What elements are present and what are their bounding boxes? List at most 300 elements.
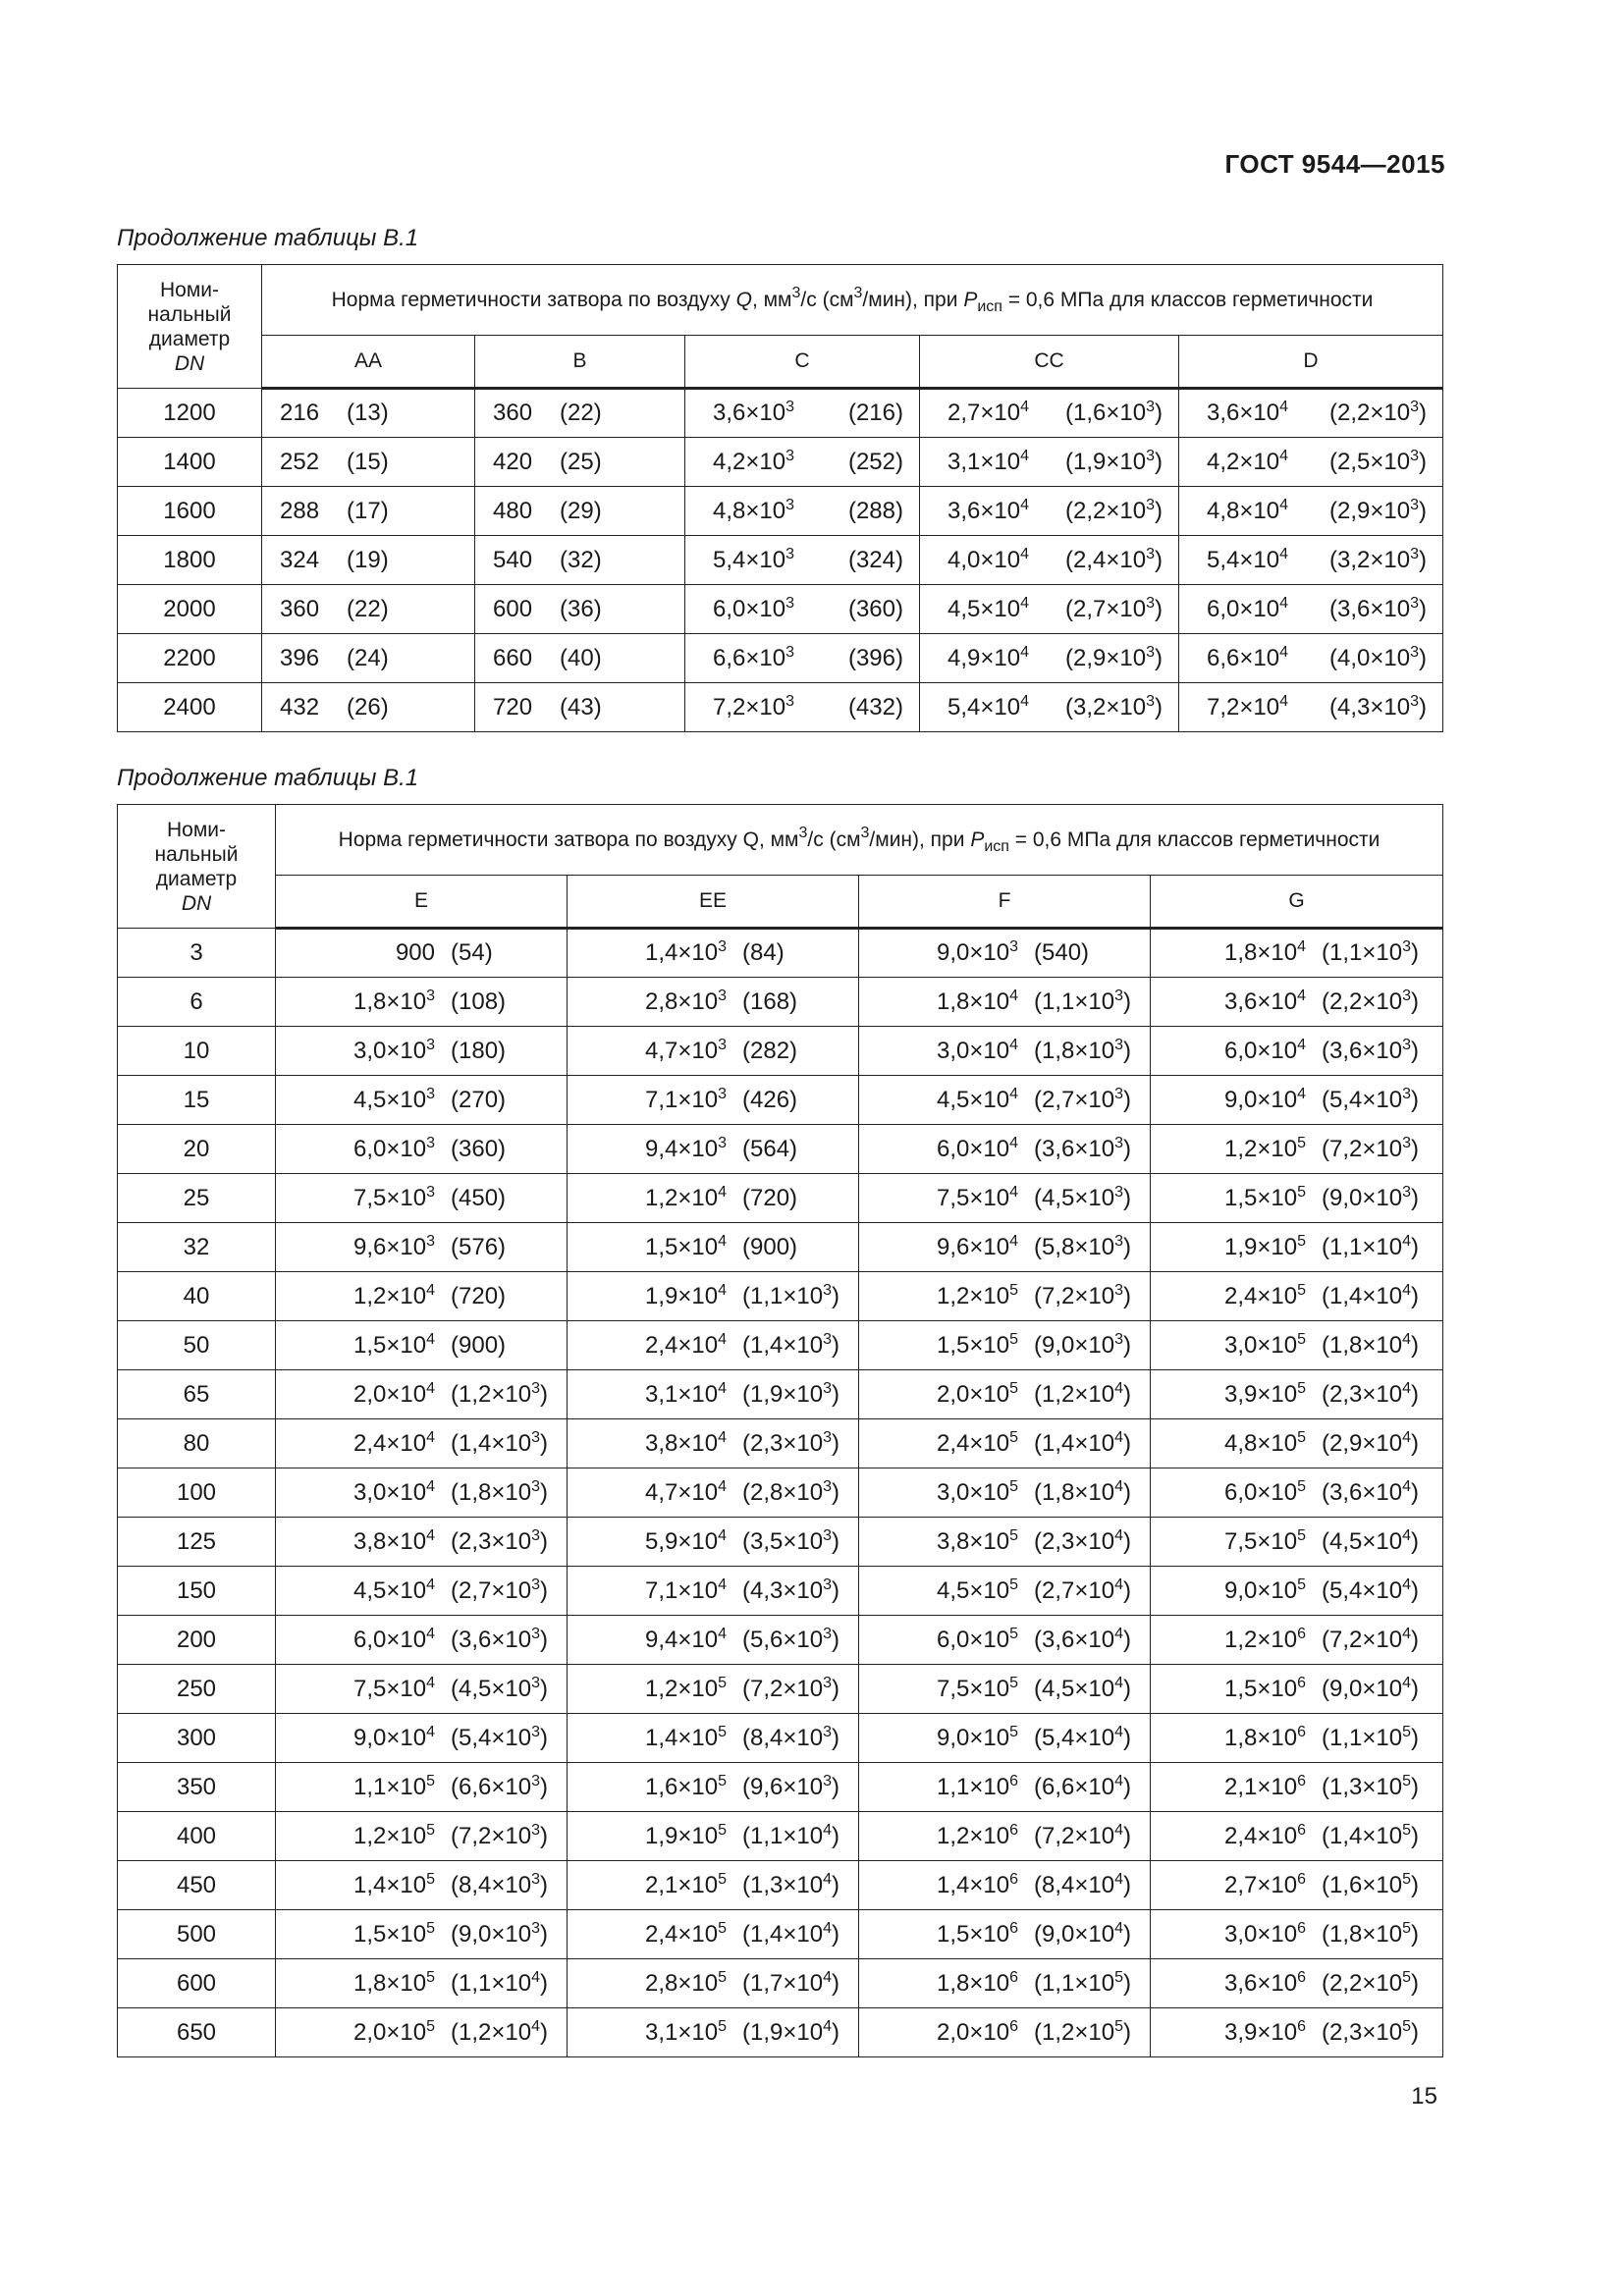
rate-mm3-per-s-mantissa: 2,0×10 — [937, 1380, 1010, 1408]
table-row — [118, 1468, 1443, 1518]
rate-cm3-per-min — [347, 498, 389, 525]
rate-cm3-per-min-close: ) — [831, 1724, 839, 1751]
table1-body — [118, 389, 1443, 732]
rate-cm3-per-min-mantissa: (1,4×10 — [1034, 1429, 1115, 1457]
rate-mm3-per-s-exponent: 5 — [1009, 1526, 1018, 1544]
rate-mm3-per-s-exponent: 4 — [1297, 938, 1306, 955]
rate-mm3-per-s — [319, 939, 435, 967]
rate-mm3-per-s-mantissa: 1,2×10 — [645, 1675, 719, 1702]
leak-rate-cell — [568, 1027, 859, 1076]
rate-cm3-per-min-exponent: 4 — [1402, 1232, 1411, 1250]
leak-rate-values — [475, 596, 684, 623]
rate-mm3-per-s-exponent: 3 — [718, 938, 727, 955]
rate-cm3-per-min-exponent: 3 — [1402, 1085, 1411, 1102]
leak-rate-values — [859, 988, 1150, 1016]
rate-cm3-per-min — [451, 1921, 548, 1949]
rate-mm3-per-s — [280, 400, 319, 427]
leak-rate-values — [1151, 1725, 1442, 1752]
rate-cm3-per-min-exponent: 4 — [1114, 1772, 1123, 1789]
rate-mm3-per-s-mantissa: 4,5×10 — [937, 1086, 1010, 1113]
rate-cm3-per-min — [560, 400, 602, 427]
rate-cm3-per-min-mantissa: (1,6×10 — [1065, 400, 1147, 426]
leak-rate-cell — [859, 1812, 1151, 1861]
leak-rate-values — [859, 1332, 1150, 1360]
rate-cm3-per-min-close: ) — [1410, 1920, 1419, 1948]
dn-cell: 32 — [118, 1223, 276, 1272]
rate-cm3-per-min — [742, 1479, 839, 1507]
dn-cell: 500 — [118, 1910, 276, 1959]
rate-cm3-per-min-mantissa: (5,8×10 — [1034, 1233, 1115, 1260]
rate-mm3-per-s-exponent: 5 — [1297, 1183, 1306, 1201]
rate-mm3-per-s — [902, 1430, 1018, 1458]
rate-mm3-per-s-mantissa: 3,6×10 — [1207, 400, 1280, 426]
rate-cm3-per-min — [347, 596, 389, 623]
leak-rate-values — [685, 694, 919, 721]
rate-cm3-per-min — [560, 596, 602, 623]
leak-rate-values — [276, 1234, 567, 1261]
leak-rate-cell — [920, 683, 1179, 732]
rate-cm3-per-min-close: ) — [1122, 1626, 1131, 1653]
leak-rate-cell — [276, 1370, 568, 1419]
leak-rate-values — [920, 596, 1178, 623]
rate-mm3-per-s-mantissa: 7,1×10 — [645, 1576, 719, 1604]
rate-cm3-per-min-exponent: 3 — [823, 1723, 832, 1740]
leak-rate-values — [1179, 449, 1442, 476]
leak-rate-values — [568, 1725, 858, 1752]
rate-cm3-per-min-close: ) — [1155, 497, 1163, 524]
rate-cm3-per-min-mantissa: (24) — [347, 644, 389, 671]
rate-mm3-per-s-exponent: 3 — [785, 643, 794, 661]
leak-rate-values — [685, 400, 919, 427]
rate-mm3-per-s-mantissa: 660 — [493, 644, 533, 671]
rate-cm3-per-min-mantissa: (1,3×10 — [742, 1871, 824, 1898]
rate-cm3-per-min-close: ) — [1410, 1871, 1419, 1898]
rate-mm3-per-s-exponent: 3 — [718, 987, 727, 1004]
rate-cm3-per-min-exponent: 4 — [823, 2017, 832, 2035]
dn-cell: 2200 — [118, 634, 262, 683]
rate-mm3-per-s-exponent: 5 — [718, 2017, 727, 2035]
leak-rate-values — [1151, 1430, 1442, 1458]
rate-cm3-per-min-exponent: 3 — [1410, 399, 1420, 415]
rate-cm3-per-min-mantissa: (84) — [742, 939, 785, 966]
rate-cm3-per-min-mantissa: (2,9×10 — [1065, 644, 1147, 671]
rate-mm3-per-s-mantissa: 900 — [395, 939, 435, 966]
rate-cm3-per-min-mantissa: (1,4×10 — [742, 1920, 824, 1948]
rate-cm3-per-min-exponent: 5 — [1402, 1723, 1411, 1740]
rate-cm3-per-min-mantissa: (1,2×10 — [1034, 1380, 1115, 1408]
rate-cm3-per-min-mantissa: (13) — [347, 400, 389, 426]
leak-rate-values — [276, 1185, 567, 1212]
rate-mm3-per-s — [493, 645, 532, 672]
leak-rate-values — [859, 1381, 1150, 1409]
leak-rate-cell — [276, 929, 568, 978]
rate-mm3-per-s — [319, 1430, 435, 1458]
rate-cm3-per-min-exponent: 5 — [1402, 2017, 1411, 2035]
leak-rate-cell — [1151, 1910, 1443, 1959]
rate-mm3-per-s — [319, 1381, 435, 1409]
rate-cm3-per-min-mantissa: (2,7×10 — [1065, 595, 1147, 622]
rate-mm3-per-s-mantissa: 4,0×10 — [947, 546, 1021, 573]
rate-cm3-per-min-exponent: 3 — [823, 1428, 832, 1446]
rate-cm3-per-min-mantissa: (180) — [451, 1037, 507, 1064]
rate-mm3-per-s — [1207, 449, 1288, 476]
leak-rate-cell — [1179, 389, 1443, 438]
dn-cell: 150 — [118, 1567, 276, 1616]
rate-mm3-per-s — [1207, 596, 1288, 623]
dn-cell: 25 — [118, 1174, 276, 1223]
rate-cm3-per-min — [1322, 1725, 1419, 1752]
rate-cm3-per-min-close: ) — [1410, 1233, 1419, 1260]
leak-rate-cell — [1151, 1223, 1443, 1272]
rate-mm3-per-s — [713, 498, 794, 525]
rate-mm3-per-s-mantissa: 7,2×10 — [713, 693, 786, 721]
rate-mm3-per-s-mantissa: 4,5×10 — [947, 595, 1021, 622]
rate-cm3-per-min-mantissa: (4,3×10 — [742, 1576, 824, 1604]
leak-rate-values — [859, 1283, 1150, 1310]
leak-rate-values — [920, 645, 1178, 672]
leak-rate-cell — [568, 978, 859, 1027]
rate-mm3-per-s-exponent: 6 — [1009, 1919, 1018, 1937]
rate-mm3-per-s — [713, 547, 794, 574]
rate-cm3-per-min-mantissa: (3,6×10 — [1034, 1626, 1115, 1653]
group-header-p-subscript: исп — [977, 297, 1002, 315]
rate-mm3-per-s-exponent: 5 — [718, 1870, 727, 1888]
leak-rate-values — [1151, 939, 1442, 967]
rate-cm3-per-min-exponent: 4 — [1402, 1477, 1411, 1495]
rate-cm3-per-min — [1034, 1921, 1131, 1949]
rate-cm3-per-min-close: ) — [1410, 1675, 1419, 1702]
leak-rate-values — [568, 1283, 858, 1310]
leak-rate-cell — [1179, 634, 1443, 683]
rate-mm3-per-s-mantissa: 2,8×10 — [645, 988, 719, 1015]
rate-mm3-per-s-exponent: 4 — [1020, 399, 1029, 415]
rate-cm3-per-min-exponent: 3 — [823, 1379, 832, 1397]
leak-rate-cell — [859, 1125, 1151, 1174]
leak-rate-values — [1151, 2019, 1442, 2047]
rate-mm3-per-s-mantissa: 7,5×10 — [937, 1675, 1010, 1702]
rate-cm3-per-min-mantissa: (9,0×10 — [1034, 1920, 1115, 1948]
rate-mm3-per-s — [319, 1283, 435, 1310]
rate-mm3-per-s — [611, 2019, 727, 2047]
rate-mm3-per-s-exponent: 5 — [1297, 1477, 1306, 1495]
rate-cm3-per-min — [1065, 449, 1163, 476]
rate-cm3-per-min — [742, 1234, 797, 1261]
rate-mm3-per-s-mantissa: 1,5×10 — [1224, 1675, 1298, 1702]
rate-cm3-per-min-mantissa: (540) — [1034, 939, 1090, 966]
rate-mm3-per-s-exponent: 6 — [1297, 1821, 1306, 1839]
leak-rate-values — [568, 1136, 858, 1163]
rate-cm3-per-min — [1034, 1430, 1131, 1458]
rate-mm3-per-s-mantissa: 1,8×10 — [1224, 1724, 1298, 1751]
leak-rate-values — [568, 1038, 858, 1065]
rate-mm3-per-s-exponent: 3 — [785, 545, 794, 562]
rate-mm3-per-s-mantissa: 2,4×10 — [645, 1331, 719, 1359]
rate-cm3-per-min-close: ) — [1122, 2018, 1131, 2046]
rate-mm3-per-s — [319, 1921, 435, 1949]
rate-mm3-per-s — [1190, 1970, 1306, 1998]
rate-mm3-per-s-exponent: 4 — [426, 1723, 435, 1740]
leak-rate-values — [859, 1676, 1150, 1703]
rate-cm3-per-min — [451, 1087, 506, 1114]
rate-cm3-per-min-mantissa: (7,2×10 — [1322, 1135, 1403, 1162]
rate-cm3-per-min-mantissa: (720) — [742, 1184, 798, 1211]
rate-cm3-per-min-mantissa: (1,7×10 — [742, 1969, 824, 1997]
leak-rate-cell — [920, 634, 1179, 683]
leak-rate-cell — [568, 1567, 859, 1616]
rate-cm3-per-min-mantissa: (22) — [560, 400, 602, 426]
rate-mm3-per-s-exponent: 4 — [426, 1674, 435, 1691]
rate-mm3-per-s — [319, 1725, 435, 1752]
rate-cm3-per-min-close: ) — [1410, 1822, 1419, 1849]
rate-mm3-per-s-exponent: 5 — [1009, 1674, 1018, 1691]
rate-mm3-per-s-mantissa: 9,4×10 — [645, 1135, 719, 1162]
leak-rate-cell — [859, 1763, 1151, 1812]
rate-cm3-per-min — [848, 645, 903, 672]
rate-cm3-per-min-exponent: 3 — [1410, 496, 1420, 513]
rate-mm3-per-s-exponent: 5 — [1297, 1428, 1306, 1446]
leak-rate-values — [475, 449, 684, 476]
leak-rate-cell — [262, 536, 475, 585]
rate-mm3-per-s-exponent: 5 — [718, 1821, 727, 1839]
rate-cm3-per-min-close: ) — [831, 1773, 839, 1800]
leak-rate-cell — [262, 438, 475, 487]
rate-cm3-per-min-exponent: 3 — [1410, 692, 1420, 710]
dn-cell: 40 — [118, 1272, 276, 1321]
leak-rate-values — [1151, 988, 1442, 1016]
leak-rate-cell — [262, 487, 475, 536]
rate-mm3-per-s-mantissa: 7,5×10 — [353, 1675, 427, 1702]
rate-mm3-per-s-exponent: 4 — [1009, 1036, 1018, 1053]
table-row — [118, 1125, 1443, 1174]
rate-cm3-per-min — [1329, 400, 1427, 427]
rate-cm3-per-min — [1034, 1872, 1131, 1899]
rate-mm3-per-s-exponent: 4 — [718, 1575, 727, 1593]
leak-rate-cell — [1151, 1714, 1443, 1763]
dn-cell: 350 — [118, 1763, 276, 1812]
rate-mm3-per-s-mantissa: 1,4×10 — [937, 1871, 1010, 1898]
rate-cm3-per-min-mantissa: (360) — [847, 595, 903, 622]
rate-cm3-per-min-close: ) — [1410, 939, 1419, 966]
rate-mm3-per-s — [319, 1038, 435, 1065]
table-row — [118, 1321, 1443, 1370]
dn-cell: 6 — [118, 978, 276, 1027]
leak-rate-cell — [1151, 1468, 1443, 1518]
table-row — [118, 438, 1443, 487]
rate-cm3-per-min-close: ) — [1410, 1576, 1419, 1604]
rate-mm3-per-s-exponent: 4 — [1297, 1036, 1306, 1053]
leak-rate-values — [1151, 1283, 1442, 1310]
rate-mm3-per-s-mantissa: 360 — [493, 400, 533, 426]
rate-mm3-per-s-exponent: 5 — [1009, 1281, 1018, 1299]
rate-mm3-per-s-mantissa: 6,0×10 — [1207, 595, 1280, 622]
rate-cm3-per-min — [1322, 1577, 1419, 1605]
leak-rate-cell — [276, 1763, 568, 1812]
rate-mm3-per-s-exponent: 5 — [1009, 1477, 1018, 1495]
rate-cm3-per-min-mantissa: (4,3×10 — [1329, 693, 1411, 721]
rate-mm3-per-s-exponent: 4 — [1279, 447, 1288, 464]
dn-cell: 650 — [118, 2008, 276, 2057]
rate-cm3-per-min — [347, 400, 389, 427]
rate-mm3-per-s-exponent: 5 — [1009, 1379, 1018, 1397]
leak-rate-values — [1151, 1528, 1442, 1556]
leak-rate-values — [475, 694, 684, 721]
rate-cm3-per-min-mantissa: (1,1×10 — [451, 1969, 532, 1997]
rate-mm3-per-s — [319, 1676, 435, 1703]
rate-mm3-per-s-mantissa: 1,9×10 — [645, 1822, 719, 1849]
leak-rate-cell — [1151, 1272, 1443, 1321]
rate-cm3-per-min — [742, 1381, 839, 1409]
rate-mm3-per-s — [611, 1381, 727, 1409]
rate-cm3-per-min-exponent: 3 — [1410, 545, 1420, 562]
leak-rate-values — [859, 1577, 1150, 1605]
rate-cm3-per-min-mantissa: (1,1×10 — [1034, 988, 1115, 1015]
group-header-text-1: Норма герметичности затвора по воздуху — [331, 288, 736, 311]
leak-rate-values — [1151, 1872, 1442, 1899]
rate-mm3-per-s — [493, 547, 532, 574]
rate-mm3-per-s-mantissa: 3,0×10 — [1224, 1920, 1298, 1948]
rate-mm3-per-s — [902, 1970, 1018, 1998]
rate-cm3-per-min — [1322, 1479, 1419, 1507]
rate-mm3-per-s-exponent: 6 — [1009, 1821, 1018, 1839]
leak-rate-cell — [685, 536, 920, 585]
leak-rate-values — [276, 1627, 567, 1654]
leak-rate-cell — [920, 536, 1179, 585]
leak-rate-values — [1151, 1774, 1442, 1801]
dn-cell: 10 — [118, 1027, 276, 1076]
leak-rate-cell — [685, 634, 920, 683]
rate-cm3-per-min-close: ) — [1122, 1086, 1131, 1113]
rate-mm3-per-s — [902, 2019, 1018, 2047]
rate-cm3-per-min-exponent: 3 — [531, 1477, 540, 1495]
rate-cm3-per-min-exponent: 3 — [1146, 399, 1155, 415]
rate-mm3-per-s — [319, 1185, 435, 1212]
rate-mm3-per-s — [611, 1185, 727, 1212]
rate-mm3-per-s — [280, 645, 319, 672]
rate-mm3-per-s-exponent: 4 — [426, 1379, 435, 1397]
leak-rate-values — [276, 1430, 567, 1458]
rate-mm3-per-s-exponent: 4 — [426, 1477, 435, 1495]
rate-mm3-per-s-mantissa: 2,0×10 — [353, 2018, 427, 2046]
rate-cm3-per-min — [742, 2019, 839, 2047]
rate-mm3-per-s — [611, 939, 727, 967]
rate-mm3-per-s — [319, 988, 435, 1016]
rate-cm3-per-min — [451, 1283, 506, 1310]
table-row — [118, 585, 1443, 634]
table-row — [118, 1419, 1443, 1468]
rate-cm3-per-min — [1065, 498, 1163, 525]
table2-body — [118, 929, 1443, 2057]
rate-cm3-per-min-close: ) — [831, 2018, 839, 2046]
rate-cm3-per-min-exponent: 5 — [1402, 1821, 1411, 1839]
rate-cm3-per-min-exponent: 3 — [1402, 1036, 1411, 1053]
dn-cell: 300 — [118, 1714, 276, 1763]
rate-mm3-per-s-mantissa: 1,5×10 — [1224, 1184, 1298, 1211]
rate-cm3-per-min — [742, 1577, 839, 1605]
rate-mm3-per-s-mantissa: 1,8×10 — [353, 988, 427, 1015]
rate-mm3-per-s — [902, 1038, 1018, 1065]
rate-mm3-per-s-exponent: 4 — [1009, 1232, 1018, 1250]
group-header-exp-1: 3 — [791, 284, 801, 301]
rate-cm3-per-min-mantissa: (432) — [847, 693, 903, 721]
leak-rate-values — [475, 645, 684, 672]
rate-mm3-per-s — [902, 1136, 1018, 1163]
leak-rate-cell — [568, 1468, 859, 1518]
rate-mm3-per-s — [1190, 1872, 1306, 1899]
rate-mm3-per-s-mantissa: 1,5×10 — [645, 1233, 719, 1260]
dn-cell: 125 — [118, 1518, 276, 1567]
rate-cm3-per-min-mantissa: (900) — [742, 1233, 798, 1260]
rate-cm3-per-min-mantissa: (1,8×10 — [1322, 1920, 1403, 1948]
rate-mm3-per-s-mantissa: 3,6×10 — [947, 497, 1021, 524]
rate-cm3-per-min — [347, 547, 389, 574]
rate-cm3-per-min-mantissa: (2,2×10 — [1065, 497, 1147, 524]
rate-mm3-per-s-exponent: 4 — [1009, 1134, 1018, 1151]
rate-cm3-per-min-exponent: 5 — [1402, 1870, 1411, 1888]
rate-cm3-per-min-exponent: 3 — [823, 1772, 832, 1789]
leak-rate-values — [1151, 1676, 1442, 1703]
rate-mm3-per-s-mantissa: 360 — [280, 595, 320, 622]
leak-rate-cell — [1151, 1076, 1443, 1125]
rate-mm3-per-s-exponent: 5 — [1009, 1575, 1018, 1593]
rate-mm3-per-s-mantissa: 9,6×10 — [353, 1233, 427, 1260]
table-row — [118, 978, 1443, 1027]
rate-mm3-per-s-mantissa: 1,5×10 — [353, 1331, 427, 1359]
leak-rate-cell — [568, 1861, 859, 1910]
leak-rate-cell — [859, 1518, 1151, 1567]
rate-mm3-per-s-exponent: 4 — [1297, 1085, 1306, 1102]
rate-cm3-per-min-close: ) — [831, 1920, 839, 1948]
rate-cm3-per-min — [1329, 645, 1427, 672]
leak-rate-values — [859, 2019, 1150, 2047]
leak-rate-cell — [276, 1959, 568, 2008]
rate-mm3-per-s-mantissa: 3,9×10 — [1224, 2018, 1298, 2046]
rate-cm3-per-min-mantissa: (1,8×10 — [1322, 1331, 1403, 1359]
rate-mm3-per-s-mantissa: 1,8×10 — [937, 1969, 1010, 1997]
rate-mm3-per-s-exponent: 5 — [1297, 1575, 1306, 1593]
rate-mm3-per-s-exponent: 5 — [1297, 1379, 1306, 1397]
class-header: CC — [920, 336, 1179, 389]
rate-mm3-per-s — [947, 596, 1029, 623]
rate-cm3-per-min-close: ) — [1122, 988, 1131, 1015]
rate-cm3-per-min-exponent: 4 — [823, 1821, 832, 1839]
leak-rate-values — [859, 1823, 1150, 1850]
rate-cm3-per-min — [742, 1921, 839, 1949]
rate-cm3-per-min — [742, 1283, 839, 1310]
rate-cm3-per-min-close: ) — [1419, 400, 1428, 426]
leak-rate-values — [568, 1479, 858, 1507]
rate-cm3-per-min-close: ) — [1122, 1478, 1131, 1506]
rate-cm3-per-min-close: ) — [1122, 1576, 1131, 1604]
leak-rate-values — [568, 2019, 858, 2047]
rate-cm3-per-min-close: ) — [539, 1773, 548, 1800]
leak-rate-cell — [859, 1076, 1151, 1125]
leak-rate-values — [568, 1528, 858, 1556]
rate-cm3-per-min — [848, 449, 903, 476]
rate-mm3-per-s-mantissa: 1,2×10 — [937, 1282, 1010, 1309]
rate-mm3-per-s-exponent: 6 — [1297, 1723, 1306, 1740]
rate-mm3-per-s-exponent: 4 — [1279, 545, 1288, 562]
group-header-p: P — [963, 288, 978, 311]
rate-mm3-per-s-mantissa: 1,9×10 — [1224, 1233, 1298, 1260]
leak-rate-cell — [276, 1321, 568, 1370]
rate-cm3-per-min — [1034, 1087, 1131, 1114]
leak-rate-cell — [276, 1714, 568, 1763]
leak-rate-values — [568, 1577, 858, 1605]
rate-cm3-per-min-close: ) — [831, 1576, 839, 1604]
rate-cm3-per-min-mantissa: (25) — [560, 448, 602, 475]
rate-mm3-per-s — [902, 1528, 1018, 1556]
rate-cm3-per-min-mantissa: (1,2×10 — [451, 2018, 532, 2046]
